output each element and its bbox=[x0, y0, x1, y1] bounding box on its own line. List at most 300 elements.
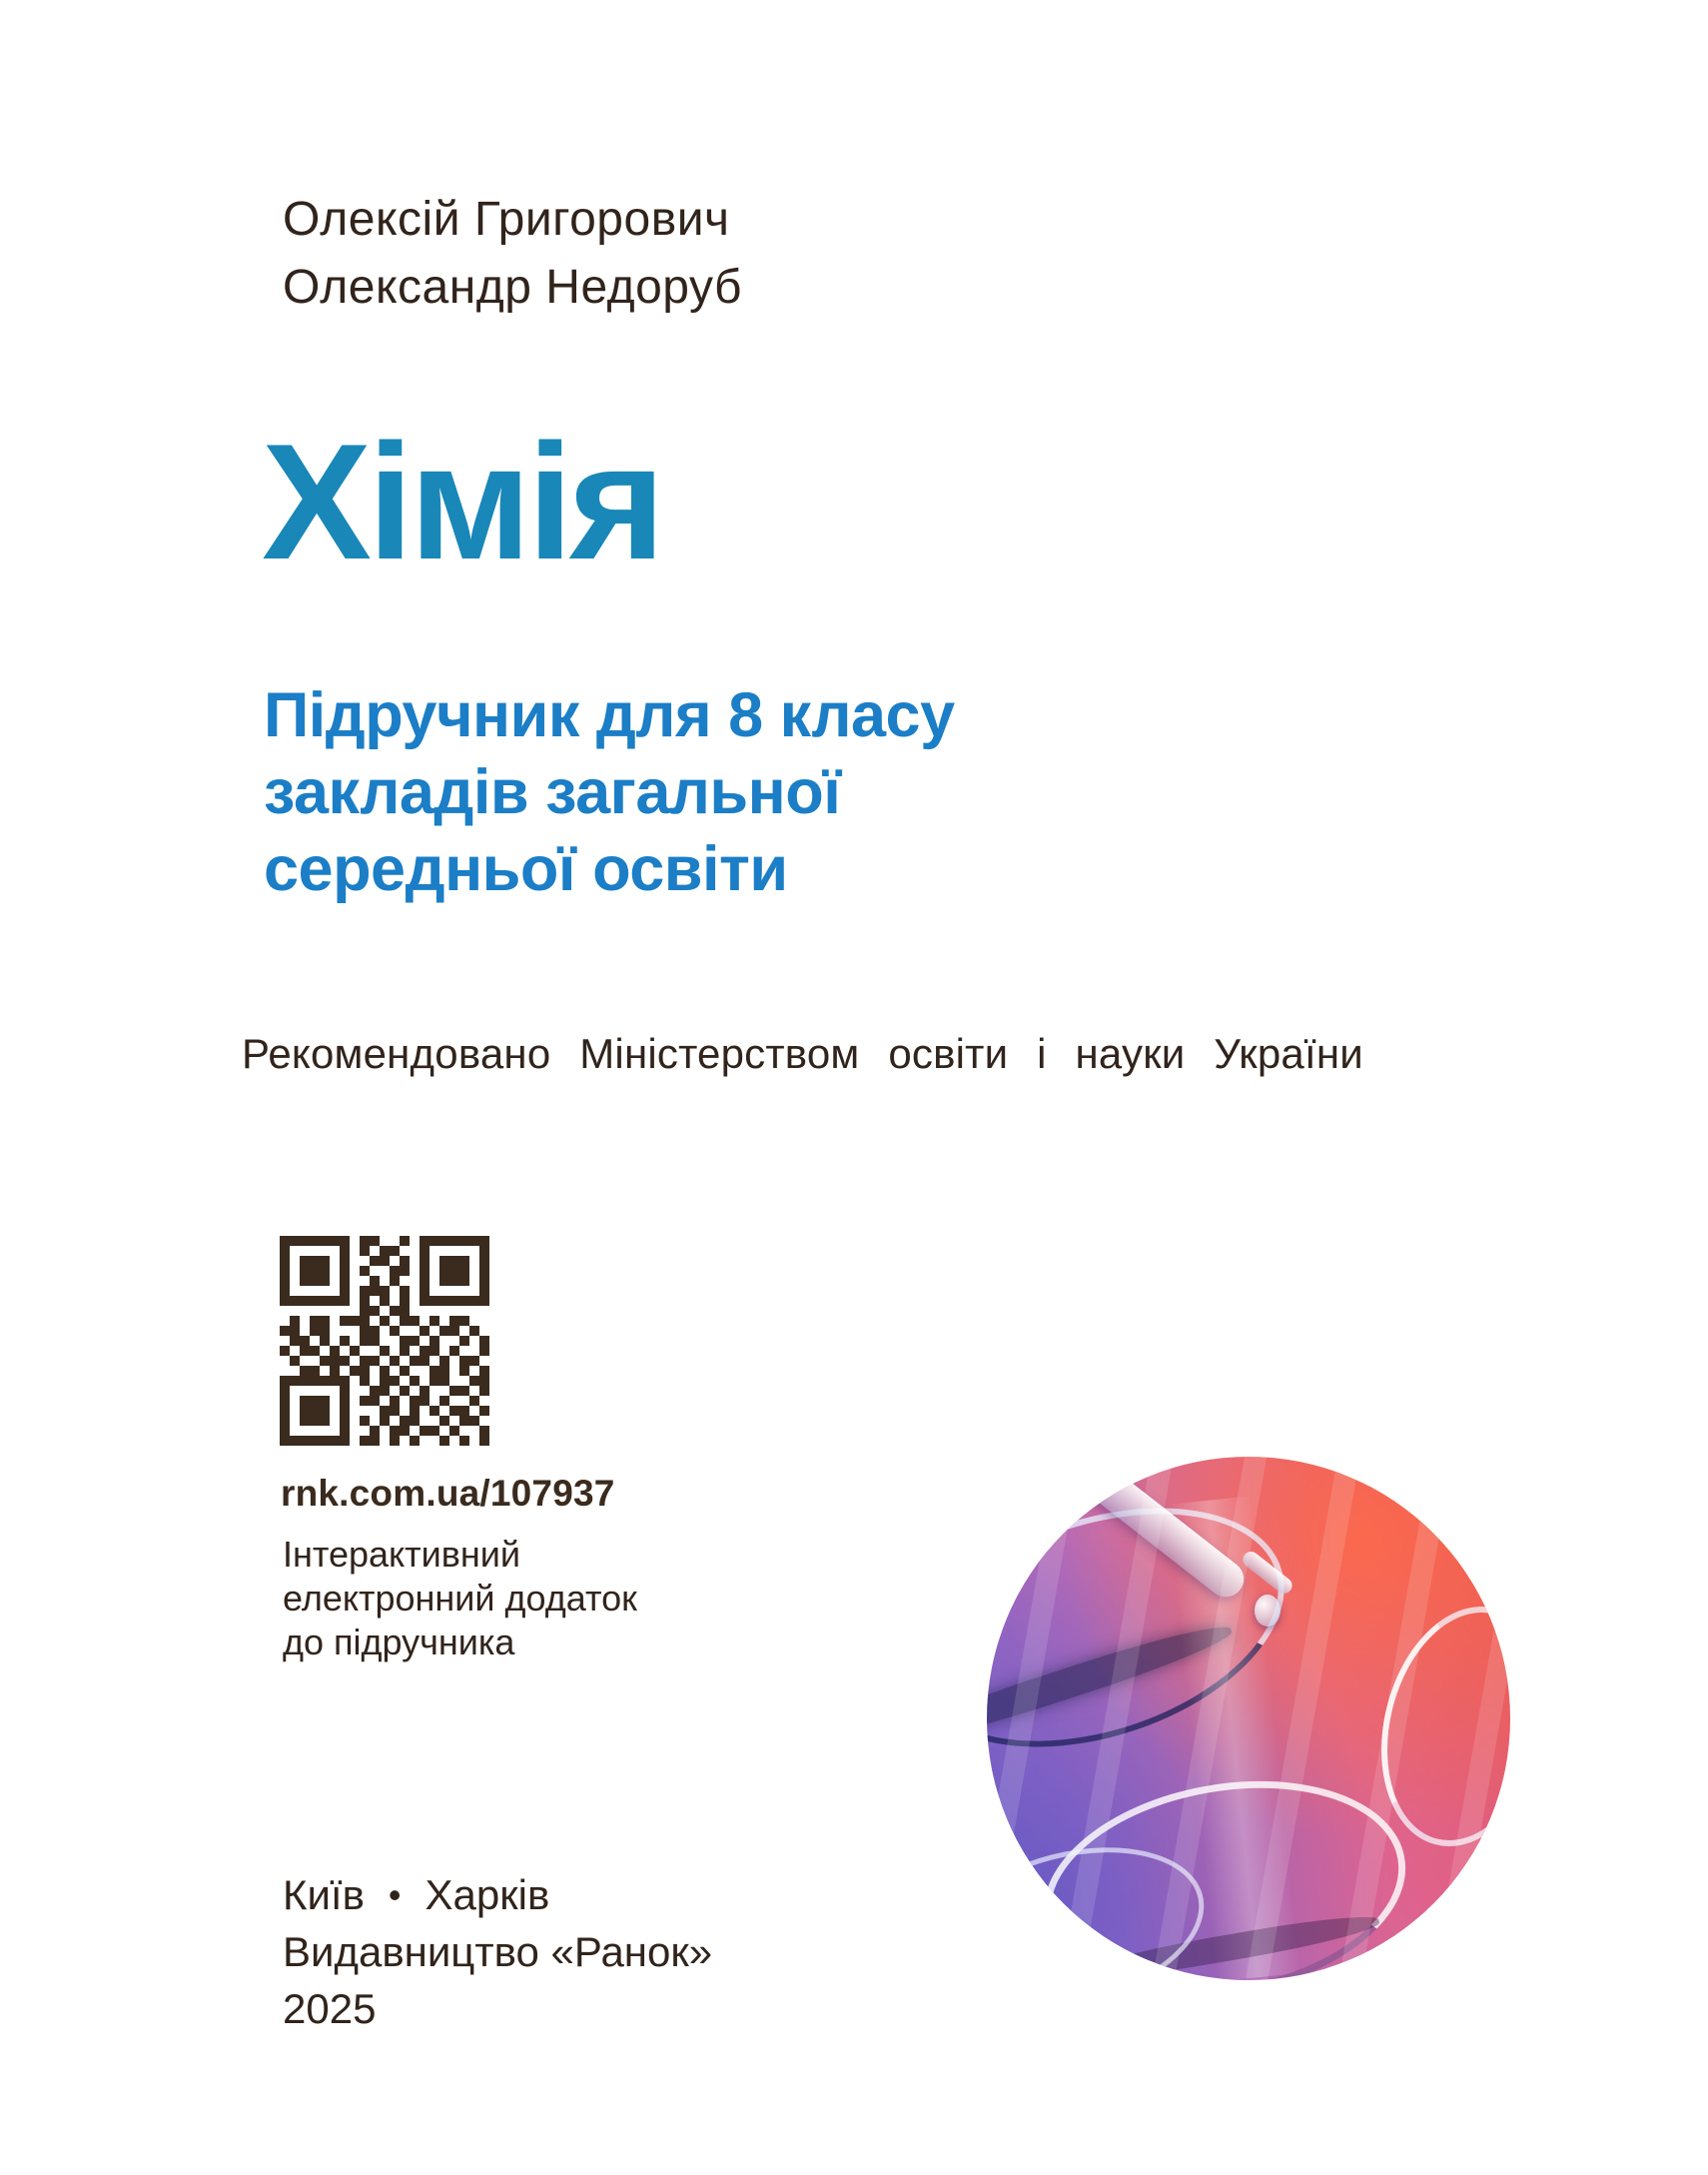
qr-module bbox=[380, 1256, 390, 1266]
qr-module bbox=[310, 1336, 320, 1346]
qr-module bbox=[370, 1396, 380, 1406]
qr-module bbox=[350, 1336, 360, 1346]
subtitle-line: закладів загальної bbox=[264, 757, 841, 827]
qr-module bbox=[320, 1316, 330, 1326]
qr-module bbox=[280, 1356, 290, 1366]
qr-module bbox=[330, 1386, 340, 1396]
qr-module bbox=[330, 1286, 340, 1296]
qr-module bbox=[280, 1286, 290, 1296]
qr-module bbox=[300, 1316, 310, 1326]
qr-module bbox=[380, 1406, 390, 1416]
qr-module bbox=[469, 1316, 479, 1326]
qr-module bbox=[290, 1296, 300, 1306]
qr-module bbox=[410, 1356, 420, 1366]
qr-module bbox=[469, 1426, 479, 1436]
qr-module bbox=[380, 1306, 390, 1316]
qr-module bbox=[459, 1316, 469, 1326]
qr-module bbox=[459, 1396, 469, 1406]
qr-module bbox=[410, 1376, 420, 1386]
qr-module bbox=[290, 1366, 300, 1376]
qr-module bbox=[370, 1356, 380, 1366]
qr-module bbox=[459, 1276, 469, 1286]
qr-module bbox=[360, 1376, 370, 1386]
qr-module bbox=[290, 1376, 300, 1386]
qr-module bbox=[370, 1266, 380, 1276]
qr-module bbox=[320, 1326, 330, 1336]
qr-module bbox=[300, 1256, 310, 1266]
qr-module bbox=[449, 1416, 459, 1426]
qr-module bbox=[479, 1416, 489, 1426]
qr-module bbox=[459, 1386, 469, 1396]
qr-module bbox=[370, 1296, 380, 1306]
qr-module bbox=[479, 1316, 489, 1326]
qr-module bbox=[390, 1416, 400, 1426]
qr-module bbox=[469, 1366, 479, 1376]
qr-module bbox=[429, 1256, 439, 1266]
qr-module bbox=[410, 1436, 420, 1446]
qr-module bbox=[449, 1276, 459, 1286]
qr-module bbox=[390, 1346, 400, 1356]
qr-module bbox=[350, 1246, 360, 1256]
qr-module bbox=[330, 1296, 340, 1306]
qr-module bbox=[300, 1416, 310, 1426]
qr-module bbox=[310, 1356, 320, 1366]
qr-module bbox=[420, 1276, 429, 1286]
qr-module bbox=[459, 1436, 469, 1446]
qr-module bbox=[390, 1366, 400, 1376]
qr-module bbox=[420, 1406, 429, 1416]
qr-module bbox=[320, 1436, 330, 1446]
qr-module bbox=[370, 1436, 380, 1446]
qr-module bbox=[350, 1426, 360, 1436]
qr-module bbox=[439, 1406, 449, 1416]
qr-module bbox=[479, 1276, 489, 1286]
qr-module bbox=[340, 1396, 350, 1406]
qr-module bbox=[479, 1306, 489, 1316]
qr-module bbox=[340, 1286, 350, 1296]
qr-module bbox=[380, 1296, 390, 1306]
qr-module bbox=[350, 1396, 360, 1406]
qr-module bbox=[449, 1426, 459, 1436]
qr-module bbox=[280, 1406, 290, 1416]
qr-module bbox=[459, 1366, 469, 1376]
qr-module bbox=[360, 1366, 370, 1376]
qr-module bbox=[290, 1246, 300, 1256]
book-subtitle bbox=[264, 677, 955, 908]
qr-module bbox=[280, 1376, 290, 1386]
qr-module bbox=[280, 1426, 290, 1436]
qr-module bbox=[479, 1336, 489, 1346]
qr-module bbox=[340, 1356, 350, 1366]
authors-block bbox=[283, 186, 742, 322]
qr-module bbox=[410, 1386, 420, 1396]
qr-module bbox=[350, 1366, 360, 1376]
qr-module bbox=[390, 1376, 400, 1386]
qr-module bbox=[390, 1266, 400, 1276]
qr-module bbox=[300, 1296, 310, 1306]
qr-module bbox=[320, 1236, 330, 1246]
qr-module bbox=[410, 1306, 420, 1316]
qr-module bbox=[449, 1266, 459, 1276]
qr-module bbox=[320, 1276, 330, 1286]
qr-module bbox=[459, 1296, 469, 1306]
ministry-approval-note: Рекомендовано Міністерством освіти і науки України bbox=[242, 1030, 1363, 1077]
qr-module bbox=[300, 1306, 310, 1316]
qr-module bbox=[390, 1386, 400, 1396]
qr-module bbox=[290, 1256, 300, 1266]
qr-module bbox=[360, 1346, 370, 1356]
qr-module bbox=[469, 1416, 479, 1426]
qr-module bbox=[449, 1386, 459, 1396]
author-name: Олександр Недоруб bbox=[283, 261, 742, 314]
qr-module bbox=[360, 1286, 370, 1296]
qr-module bbox=[310, 1246, 320, 1256]
qr-module bbox=[390, 1436, 400, 1446]
qr-module bbox=[429, 1296, 439, 1306]
imprint-city: Харків bbox=[425, 1871, 550, 1918]
qr-module bbox=[370, 1406, 380, 1416]
qr-module bbox=[469, 1296, 479, 1306]
qr-module bbox=[300, 1436, 310, 1446]
qr-module bbox=[290, 1416, 300, 1426]
author-name: Олексій Григорович bbox=[283, 193, 730, 246]
qr-module bbox=[469, 1266, 479, 1276]
qr-module bbox=[479, 1436, 489, 1446]
qr-module bbox=[469, 1336, 479, 1346]
qr-module bbox=[459, 1376, 469, 1386]
qr-module bbox=[380, 1346, 390, 1356]
qr-module bbox=[410, 1236, 420, 1246]
qr-module bbox=[290, 1426, 300, 1436]
qr-module bbox=[280, 1326, 290, 1336]
qr-module bbox=[380, 1336, 390, 1346]
qr-module bbox=[280, 1386, 290, 1396]
qr-module bbox=[350, 1266, 360, 1276]
qr-module bbox=[330, 1366, 340, 1376]
qr-module bbox=[320, 1306, 330, 1316]
qr-module bbox=[410, 1396, 420, 1406]
qr-module bbox=[370, 1276, 380, 1286]
qr-module bbox=[479, 1266, 489, 1276]
qr-module bbox=[390, 1296, 400, 1306]
qr-module bbox=[420, 1286, 429, 1296]
qr-module bbox=[310, 1436, 320, 1446]
qr-module bbox=[370, 1236, 380, 1246]
qr-module bbox=[429, 1236, 439, 1246]
qr-module bbox=[320, 1376, 330, 1386]
qr-module bbox=[469, 1346, 479, 1356]
qr-module bbox=[310, 1326, 320, 1336]
qr-module bbox=[410, 1336, 420, 1346]
qr-module bbox=[290, 1276, 300, 1286]
qr-module bbox=[429, 1356, 439, 1366]
qr-module bbox=[449, 1296, 459, 1306]
qr-module bbox=[420, 1346, 429, 1356]
qr-module bbox=[310, 1266, 320, 1276]
qr-module bbox=[380, 1236, 390, 1246]
qr-code bbox=[280, 1236, 489, 1446]
qr-module bbox=[380, 1426, 390, 1436]
qr-module bbox=[449, 1316, 459, 1326]
qr-module bbox=[479, 1326, 489, 1336]
qr-module bbox=[420, 1386, 429, 1396]
qr-module bbox=[370, 1286, 380, 1296]
qr-module bbox=[320, 1286, 330, 1296]
qr-module bbox=[350, 1236, 360, 1246]
qr-module bbox=[390, 1326, 400, 1336]
qr-module bbox=[469, 1286, 479, 1296]
qr-module bbox=[459, 1346, 469, 1356]
qr-module bbox=[380, 1276, 390, 1286]
imprint-cities bbox=[283, 1866, 712, 1923]
qr-module bbox=[429, 1346, 439, 1356]
qr-module bbox=[449, 1436, 459, 1446]
qr-module bbox=[330, 1406, 340, 1416]
qr-module bbox=[340, 1306, 350, 1316]
qr-module bbox=[479, 1356, 489, 1366]
qr-module bbox=[300, 1276, 310, 1286]
qr-module bbox=[350, 1436, 360, 1446]
qr-module bbox=[400, 1406, 410, 1416]
qr-module bbox=[290, 1346, 300, 1356]
qr-module bbox=[459, 1356, 469, 1366]
qr-module bbox=[310, 1296, 320, 1306]
qr-module bbox=[429, 1396, 439, 1406]
qr-module bbox=[410, 1266, 420, 1276]
qr-module bbox=[390, 1246, 400, 1256]
qr-module bbox=[439, 1296, 449, 1306]
qr-module bbox=[360, 1296, 370, 1306]
qr-module bbox=[400, 1366, 410, 1376]
qr-module bbox=[420, 1296, 429, 1306]
qr-module bbox=[370, 1326, 380, 1336]
qr-module bbox=[390, 1236, 400, 1246]
qr-module bbox=[420, 1336, 429, 1346]
qr-module bbox=[429, 1336, 439, 1346]
qr-module bbox=[360, 1256, 370, 1266]
qr-module bbox=[400, 1246, 410, 1256]
qr-module bbox=[380, 1416, 390, 1426]
qr-module bbox=[360, 1386, 370, 1396]
qr-module bbox=[290, 1306, 300, 1316]
qr-module bbox=[300, 1266, 310, 1276]
qr-module bbox=[280, 1256, 290, 1266]
qr-module bbox=[439, 1316, 449, 1326]
bullet-separator: • bbox=[388, 1874, 402, 1915]
qr-module bbox=[420, 1316, 429, 1326]
qr-module bbox=[340, 1376, 350, 1386]
qr-module bbox=[300, 1396, 310, 1406]
qr-module bbox=[380, 1396, 390, 1406]
qr-module bbox=[459, 1236, 469, 1246]
qr-module bbox=[420, 1376, 429, 1386]
qr-module bbox=[459, 1416, 469, 1426]
qr-module bbox=[410, 1246, 420, 1256]
qr-module bbox=[429, 1376, 439, 1386]
qr-module bbox=[310, 1286, 320, 1296]
qr-module bbox=[439, 1306, 449, 1316]
qr-module bbox=[400, 1386, 410, 1396]
qr-module bbox=[290, 1356, 300, 1366]
caption-line: електронний додаток bbox=[283, 1578, 637, 1619]
qr-module bbox=[370, 1346, 380, 1356]
qr-module bbox=[469, 1236, 479, 1246]
qr-module bbox=[310, 1306, 320, 1316]
qr-module bbox=[400, 1286, 410, 1296]
qr-module bbox=[410, 1366, 420, 1376]
qr-module bbox=[439, 1426, 449, 1436]
qr-module bbox=[370, 1306, 380, 1316]
qr-module bbox=[360, 1406, 370, 1416]
qr-module bbox=[300, 1336, 310, 1346]
qr-module bbox=[310, 1256, 320, 1266]
qr-module bbox=[310, 1376, 320, 1386]
caption-line: до підручника bbox=[283, 1622, 515, 1662]
qr-module bbox=[449, 1306, 459, 1316]
qr-module bbox=[370, 1366, 380, 1376]
qr-module bbox=[290, 1386, 300, 1396]
qr-module bbox=[310, 1416, 320, 1426]
qr-module bbox=[370, 1386, 380, 1396]
qr-module bbox=[420, 1436, 429, 1446]
qr-module bbox=[300, 1246, 310, 1256]
qr-module bbox=[310, 1396, 320, 1406]
qr-module bbox=[469, 1256, 479, 1266]
qr-module bbox=[340, 1276, 350, 1286]
qr-module bbox=[320, 1386, 330, 1396]
qr-module bbox=[469, 1326, 479, 1336]
qr-module bbox=[300, 1236, 310, 1246]
qr-module bbox=[429, 1436, 439, 1446]
qr-module bbox=[390, 1316, 400, 1326]
qr-module bbox=[370, 1246, 380, 1256]
qr-module bbox=[280, 1416, 290, 1426]
qr-module bbox=[280, 1276, 290, 1286]
qr-module bbox=[340, 1366, 350, 1376]
qr-module bbox=[429, 1406, 439, 1416]
qr-module bbox=[280, 1266, 290, 1276]
qr-module bbox=[380, 1286, 390, 1296]
qr-module bbox=[400, 1326, 410, 1336]
qr-module bbox=[469, 1436, 479, 1446]
qr-module bbox=[300, 1366, 310, 1376]
qr-module bbox=[400, 1306, 410, 1316]
qr-module bbox=[410, 1296, 420, 1306]
qr-module bbox=[280, 1346, 290, 1356]
qr-module bbox=[410, 1326, 420, 1336]
qr-module bbox=[370, 1256, 380, 1266]
qr-module bbox=[459, 1246, 469, 1256]
qr-module bbox=[410, 1276, 420, 1286]
qr-module bbox=[449, 1336, 459, 1346]
qr-module bbox=[439, 1376, 449, 1386]
qr-module bbox=[320, 1406, 330, 1416]
qr-module bbox=[439, 1416, 449, 1426]
qr-module bbox=[320, 1426, 330, 1436]
qr-module bbox=[449, 1366, 459, 1376]
qr-module bbox=[330, 1376, 340, 1386]
qr-module bbox=[439, 1266, 449, 1276]
qr-module bbox=[340, 1436, 350, 1446]
qr-module bbox=[330, 1276, 340, 1286]
qr-module bbox=[400, 1316, 410, 1326]
qr-module bbox=[400, 1296, 410, 1306]
qr-module bbox=[360, 1326, 370, 1336]
qr-module bbox=[420, 1426, 429, 1436]
qr-module bbox=[330, 1306, 340, 1316]
qr-module bbox=[420, 1256, 429, 1266]
qr-module bbox=[360, 1306, 370, 1316]
qr-module bbox=[280, 1296, 290, 1306]
qr-module bbox=[290, 1286, 300, 1296]
qr-module bbox=[380, 1366, 390, 1376]
qr-module bbox=[429, 1286, 439, 1296]
qr-module bbox=[350, 1316, 360, 1326]
qr-module bbox=[340, 1416, 350, 1426]
qr-module bbox=[380, 1266, 390, 1276]
qr-module bbox=[479, 1236, 489, 1246]
qr-module bbox=[459, 1406, 469, 1416]
qr-module bbox=[479, 1366, 489, 1376]
qr-module bbox=[360, 1316, 370, 1326]
qr-module bbox=[420, 1416, 429, 1426]
qr-module bbox=[390, 1356, 400, 1366]
qr-module bbox=[459, 1286, 469, 1296]
qr-module bbox=[410, 1256, 420, 1266]
qr-module bbox=[390, 1406, 400, 1416]
qr-module bbox=[459, 1256, 469, 1266]
subtitle-line: Підручник для 8 класу bbox=[264, 680, 955, 750]
qr-module bbox=[360, 1246, 370, 1256]
qr-module bbox=[280, 1246, 290, 1256]
qr-module bbox=[410, 1406, 420, 1416]
qr-module bbox=[320, 1266, 330, 1276]
qr-module bbox=[310, 1386, 320, 1396]
qr-module bbox=[469, 1376, 479, 1386]
qr-module bbox=[310, 1406, 320, 1416]
qr-module bbox=[280, 1396, 290, 1406]
qr-module bbox=[469, 1396, 479, 1406]
caption-line: Інтерактивний bbox=[283, 1534, 521, 1575]
qr-module bbox=[449, 1346, 459, 1356]
qr-module bbox=[429, 1266, 439, 1276]
qr-module bbox=[350, 1296, 360, 1306]
qr-module bbox=[350, 1346, 360, 1356]
qr-module bbox=[390, 1256, 400, 1266]
imprint-year: 2025 bbox=[283, 1985, 377, 2032]
qr-module bbox=[429, 1306, 439, 1316]
qr-module bbox=[320, 1356, 330, 1366]
qr-module bbox=[410, 1426, 420, 1436]
qr-module bbox=[330, 1396, 340, 1406]
qr-module bbox=[459, 1326, 469, 1336]
qr-module bbox=[290, 1236, 300, 1246]
qr-module bbox=[320, 1396, 330, 1406]
qr-module bbox=[350, 1326, 360, 1336]
qr-module bbox=[439, 1286, 449, 1296]
qr-module bbox=[400, 1276, 410, 1286]
qr-module bbox=[340, 1426, 350, 1436]
qr-module bbox=[429, 1416, 439, 1426]
qr-module bbox=[479, 1286, 489, 1296]
qr-module bbox=[340, 1266, 350, 1276]
qr-module bbox=[380, 1436, 390, 1446]
qr-module bbox=[479, 1396, 489, 1406]
qr-module bbox=[469, 1246, 479, 1256]
qr-module bbox=[400, 1426, 410, 1436]
qr-module bbox=[340, 1406, 350, 1416]
qr-module bbox=[390, 1426, 400, 1436]
